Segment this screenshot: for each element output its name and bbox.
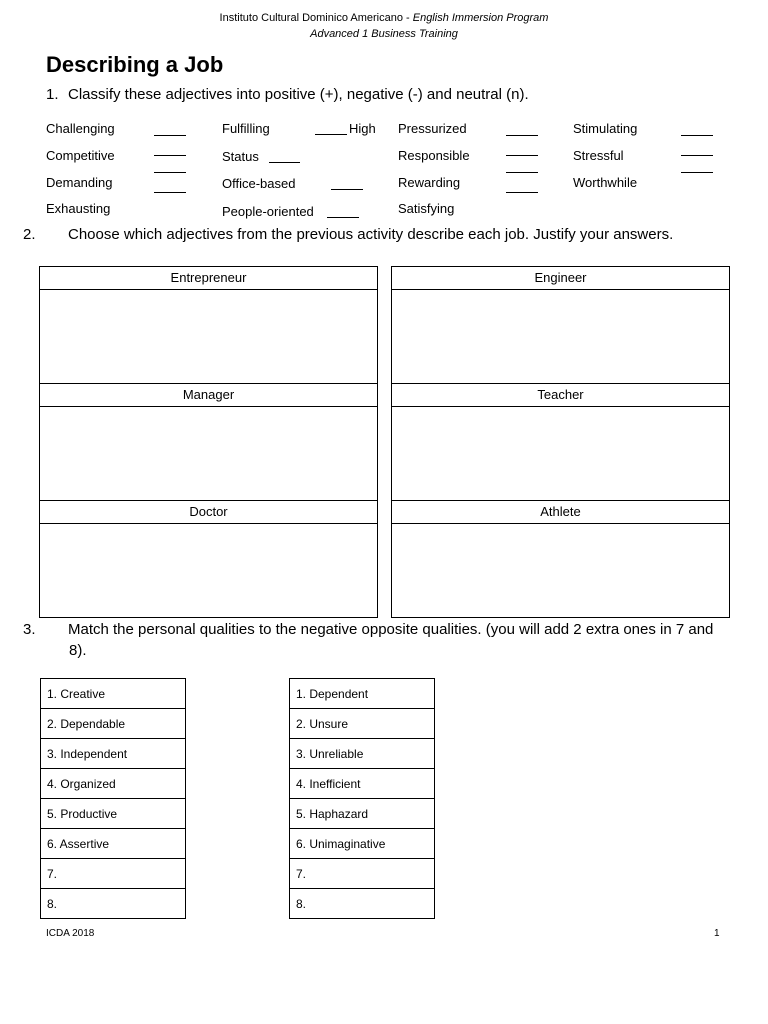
answer-blank[interactable] (154, 192, 186, 193)
quality-cell[interactable]: 1. Creative (41, 679, 186, 709)
answer-blank[interactable] (154, 155, 186, 156)
program-name: English Immersion Program (412, 12, 549, 24)
quality-cell[interactable]: 3. Independent (41, 739, 186, 769)
job-answer-area[interactable] (392, 407, 729, 501)
page-number: 1 (714, 928, 720, 939)
job-label: Manager (40, 384, 377, 407)
job-label: Doctor (40, 501, 377, 524)
answer-blank[interactable] (681, 135, 713, 136)
quality-cell[interactable]: 5. Haphazard (290, 799, 435, 829)
question-3-text: Match the personal qualities to the negative opposite qualities. (you will add 2 extra ones in 7 and 8). (68, 621, 714, 659)
question-2 (23, 224, 709, 245)
adjective: Satisfying (398, 201, 455, 216)
question-3-number: 3. (23, 621, 36, 638)
page-title: Describing a Job (46, 52, 224, 77)
quality-cell[interactable]: 6. Assertive (41, 829, 186, 859)
quality-cell[interactable]: 2. Dependable (41, 709, 186, 739)
quality-cell[interactable]: 4. Organized (41, 769, 186, 799)
adjective: Competitive (46, 148, 115, 163)
quality-cell[interactable]: 7. (41, 859, 186, 889)
question-3 (23, 619, 729, 661)
job-label: Engineer (392, 267, 729, 290)
adjective: Responsible (398, 148, 470, 163)
question-1-number: 1. (46, 86, 59, 103)
adjective: Challenging (46, 121, 115, 136)
adjective: Stimulating (573, 121, 638, 136)
adjective: Pressurized (398, 121, 467, 136)
positive-qualities-table (40, 678, 186, 919)
answer-blank[interactable] (154, 135, 186, 136)
institute-name: Instituto Cultural Dominico Americano - (219, 12, 413, 24)
adjective: Rewarding (398, 175, 461, 190)
answer-blank[interactable] (506, 135, 538, 136)
adjective: Demanding (46, 175, 113, 190)
question-1-text: Classify these adjectives into positive (+), negative (-) and neutral (n). (68, 86, 529, 103)
answer-blank[interactable] (315, 134, 347, 135)
quality-cell[interactable]: 8. (290, 889, 435, 919)
adjective: People-oriented (222, 204, 314, 219)
job-label: Athlete (392, 501, 729, 524)
job-label: Teacher (392, 384, 729, 407)
adjective: Fulfilling (222, 121, 270, 136)
answer-blank[interactable] (506, 192, 538, 193)
job-answer-area[interactable] (392, 290, 729, 384)
answer-blank[interactable] (269, 162, 300, 163)
header-line-1 (0, 12, 768, 24)
answer-blank[interactable] (327, 217, 359, 218)
job-answer-area[interactable] (40, 407, 377, 501)
question-2-number: 2. (23, 226, 36, 243)
question-1 (46, 86, 529, 103)
quality-cell[interactable]: 1. Dependent (290, 679, 435, 709)
answer-blank[interactable] (681, 172, 713, 173)
question-2-text: Choose which adjectives from the previous activity describe each job. Justify your answers. (68, 226, 674, 243)
answer-blank[interactable] (681, 155, 713, 156)
quality-cell[interactable]: 5. Productive (41, 799, 186, 829)
quality-cell[interactable]: 4. Inefficient (290, 769, 435, 799)
job-box-left (39, 266, 378, 618)
job-answer-area[interactable] (40, 524, 377, 616)
quality-cell[interactable]: 7. (290, 859, 435, 889)
adjective: Stressful (573, 148, 624, 163)
adjective: Exhausting (46, 201, 111, 216)
quality-cell[interactable]: 8. (41, 889, 186, 919)
footer-label: ICDA 2018 (46, 928, 95, 939)
quality-cell[interactable]: 2. Unsure (290, 709, 435, 739)
quality-cell[interactable]: 3. Unreliable (290, 739, 435, 769)
adjective: Status (222, 149, 259, 164)
answer-blank[interactable] (154, 172, 186, 173)
adjective: High (349, 121, 376, 136)
negative-qualities-table (289, 678, 435, 919)
answer-blank[interactable] (331, 189, 363, 190)
adjective: Worthwhile (573, 175, 638, 190)
answer-blank[interactable] (506, 155, 538, 156)
adjective: Office-based (222, 176, 296, 191)
job-answer-area[interactable] (40, 290, 377, 384)
header-line-2: Advanced 1 Business Training (310, 28, 458, 40)
job-answer-area[interactable] (392, 524, 729, 616)
quality-cell[interactable]: 6. Unimaginative (290, 829, 435, 859)
answer-blank[interactable] (506, 172, 538, 173)
job-label: Entrepreneur (40, 267, 377, 290)
job-box-right (391, 266, 730, 618)
